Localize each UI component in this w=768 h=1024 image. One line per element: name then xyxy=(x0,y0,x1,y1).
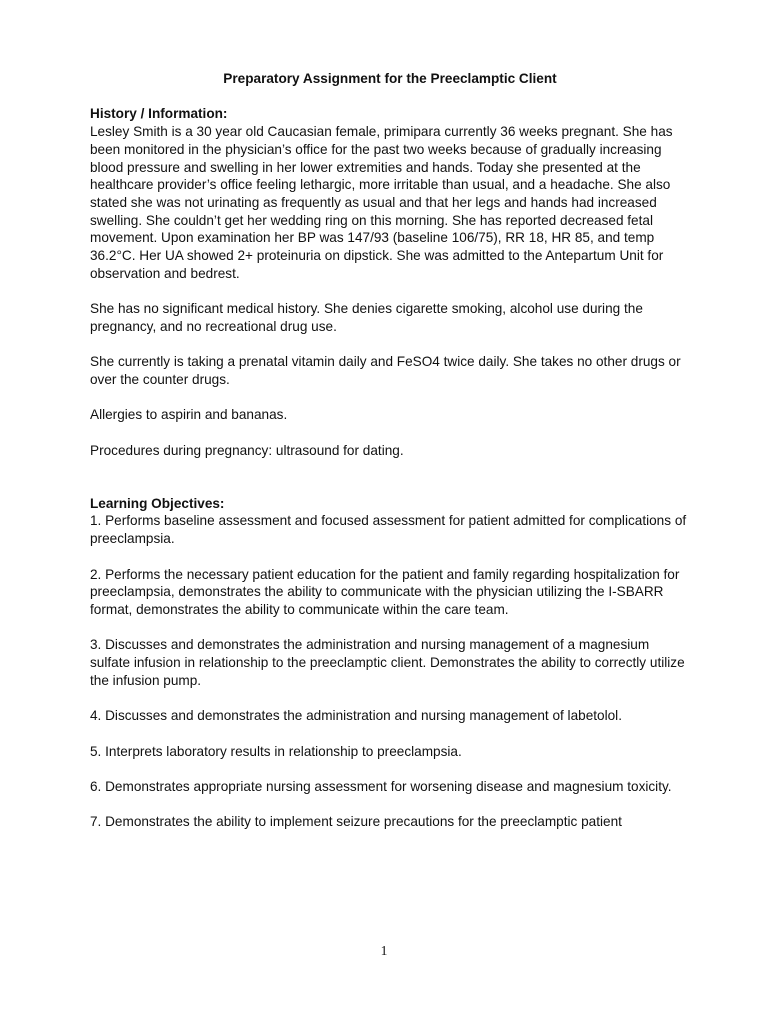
learning-objective-item: 3. Discusses and demonstrates the administration and nursing management of a magnesium sulfate infusion in relationship to the preeclamptic client. Demonstrates the ability to correctly utilize the infusion pump. xyxy=(90,637,685,688)
procedures-paragraph: Procedures during pregnancy: ultrasound for dating. xyxy=(90,442,404,458)
history-paragraph: Lesley Smith is a 30 year old Caucasian female, primipara currently 36 weeks pregnant. She has been monitored in the physician’s office for the past two weeks because of gradually increasing blood pressure and swelling in her lower extremities and hands. Today she presented at the healthcare provider’s office feeling lethargic, more irritable than usual, and a headache. She also stated she was not urinating as frequently as usual and that her legs and hands had increased swelling. She couldn’t get her wedding ring on this morning. She has reported decreased fetal movement. Upon examination her BP was 147/93 (baseline 106/75), RR 18, HR 85, and temp 36.2°C. Her UA showed 2+ proteinuria on dipstick. She was admitted to the Antepartum Unit for observation and bedrest. xyxy=(90,124,673,281)
page-number: 1 xyxy=(380,943,388,958)
learning-objective-item: 6. Demonstrates appropriate nursing assessment for worsening disease and magnesium toxicity. xyxy=(90,778,672,794)
medications-paragraph: She currently is taking a prenatal vitamin daily and FeSO4 twice daily. She takes no other drugs or over the counter drugs. xyxy=(90,354,681,387)
learning-objective-item: 2. Performs the necessary patient education for the patient and family regarding hospitalization for preeclampsia, demonstrates the ability to communicate with the physician utilizing the I-SBARR format, demonstrates the ability to communicate within the care team. xyxy=(90,566,680,617)
learning-objective-item: 5. Interprets laboratory results in relationship to preeclampsia. xyxy=(90,743,462,759)
learning-objectives-heading: Learning Objectives: xyxy=(90,495,225,511)
learning-objectives-list xyxy=(90,512,690,831)
learning-objective-item: 7. Demonstrates the ability to implement seizure precautions for the preeclamptic patient xyxy=(90,814,622,830)
document-page xyxy=(90,70,690,831)
document-title: Preparatory Assignment for the Preeclamptic Client xyxy=(223,71,557,86)
history-section xyxy=(90,105,690,282)
allergies-paragraph: Allergies to aspirin and bananas. xyxy=(90,407,288,423)
learning-objectives-section xyxy=(90,495,690,831)
learning-objective-item: 4. Discusses and demonstrates the administration and nursing management of labetolol. xyxy=(90,708,622,724)
history-heading: History / Information: xyxy=(90,106,228,122)
learning-objective-item: 1. Performs baseline assessment and focused assessment for patient admitted for complications of preeclampsia. xyxy=(90,513,687,547)
medical-history-paragraph: She has no significant medical history. She denies cigarette smoking, alcohol use during the pregnancy, and no recreational drug use. xyxy=(90,301,643,334)
